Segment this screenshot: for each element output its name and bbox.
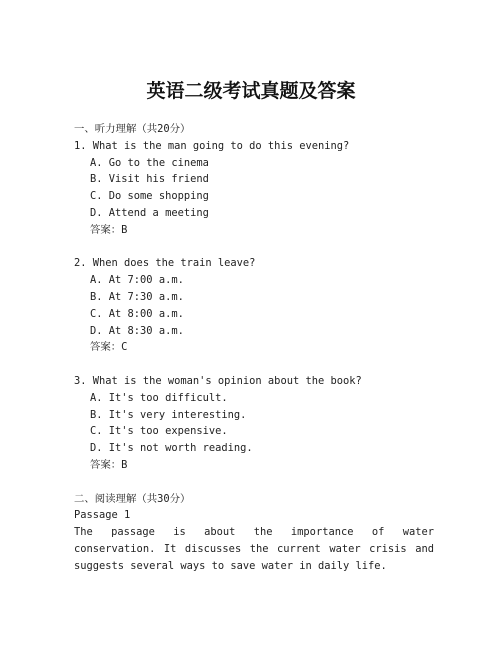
option-d: D. At 8:30 a.m. [90, 324, 184, 337]
question-1 [74, 138, 434, 239]
passage-label: Passage 1 [74, 509, 131, 522]
option-a: A. It's too difficult. [90, 391, 228, 404]
spacer [74, 239, 434, 256]
option-d: D. Attend a meeting [90, 206, 209, 219]
option-d: D. It's not worth reading. [90, 442, 253, 455]
option-b: B. At 7:30 a.m. [90, 290, 184, 303]
answer-line: 答案：B [90, 223, 128, 236]
option-a: A. At 7:00 a.m. [90, 274, 184, 287]
question-prompt: 3. What is the woman's opinion about the book? [74, 374, 362, 387]
option-b: B. It's very interesting. [90, 408, 247, 421]
section-heading-listening: 一、听力理解（共20分） [74, 123, 191, 135]
question-prompt: 1. What is the man going to do this evening? [74, 139, 350, 152]
spacer [74, 474, 434, 491]
answer-line: 答案：C [90, 341, 128, 354]
passage-text: The passage is about the importance of water conservation. It discusses the current water crisis and suggests several ways to save water in daily life. [74, 526, 434, 572]
option-a: A. Go to the cinema [90, 156, 209, 169]
section-heading-reading: 二、阅读理解（共30分） [74, 492, 191, 505]
question-prompt: 2. When does the train leave? [74, 257, 256, 270]
answer-line: 答案：B [90, 458, 128, 471]
option-c: C. Do some shopping [90, 190, 209, 203]
option-c: C. At 8:00 a.m. [90, 307, 184, 320]
question-3 [74, 373, 434, 474]
option-c: C. It's too expensive. [90, 425, 228, 438]
document-title: 英语二级考试真题及答案 [146, 80, 356, 102]
option-b: B. Visit his friend [90, 173, 209, 186]
question-2 [74, 255, 434, 356]
spacer [74, 356, 434, 373]
document-body [74, 121, 434, 575]
